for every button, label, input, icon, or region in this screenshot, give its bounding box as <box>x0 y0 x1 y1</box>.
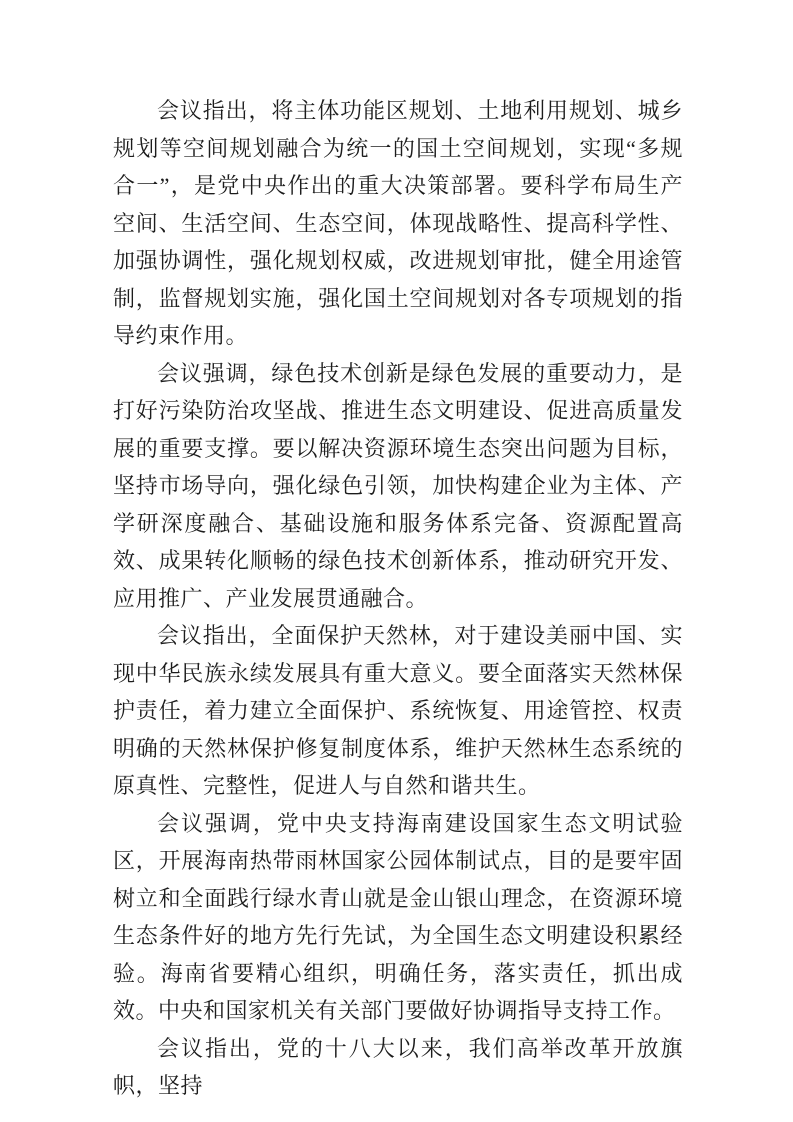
paragraph-natural-forest: 会议指出，全面保护天然林，对于建设美丽中国、实现中华民族永续发展具有重大意义。要全面落实天然林保护责任，着力建立全面保护、系统恢复、用途管控、权责明确的天然林保护修复制度体系，维护天然林生态系统的原真性、完整性，促进人与自然和谐共生。 <box>113 623 683 798</box>
paragraph-reform-opening: 会议指出，党的十八大以来，我们高举改革开放旗帜，坚持 <box>113 1035 683 1098</box>
paragraph-green-technology: 会议强调，绿色技术创新是绿色发展的重要动力，是打好污染防治攻坚战、推进生态文明建设、促进高质量发展的重要支撑。要以解决资源环境生态突出问题为目标，坚持市场导向，强化绿色引领，加快构建企业为主体、产学研深度融合、基础设施和服务体系完备、资源配置高效、成果转化顺畅的绿色技术创新体系，推动研究开发、应用推广、产业发展贯通融合。 <box>113 360 683 611</box>
paragraph-hainan-ecozone: 会议强调，党中央支持海南建设国家生态文明试验区，开展海南热带雨林国家公园体制试点，目的是要牢固树立和全面践行绿水青山就是金山银山理念，在资源环境生态条件好的地方先行先试，为全国生态文明建设积累经验。海南省要精心组织，明确任务，落实责任，抓出成效。中央和国家机关有关部门要做好协调指导支持工作。 <box>113 810 683 1023</box>
paragraph-spatial-planning: 会议指出，将主体功能区规划、土地利用规划、城乡规划等空间规划融合为统一的国土空间规划，实现“多规合一”，是党中央作出的重大决策部署。要科学布局生产空间、生活空间、生态空间，体现战略性、提高科学性、加强协调性，强化规划权威，改进规划审批，健全用途管制，监督规划实施，强化国土空间规划对各专项规划的指导约束作用。 <box>113 98 683 348</box>
